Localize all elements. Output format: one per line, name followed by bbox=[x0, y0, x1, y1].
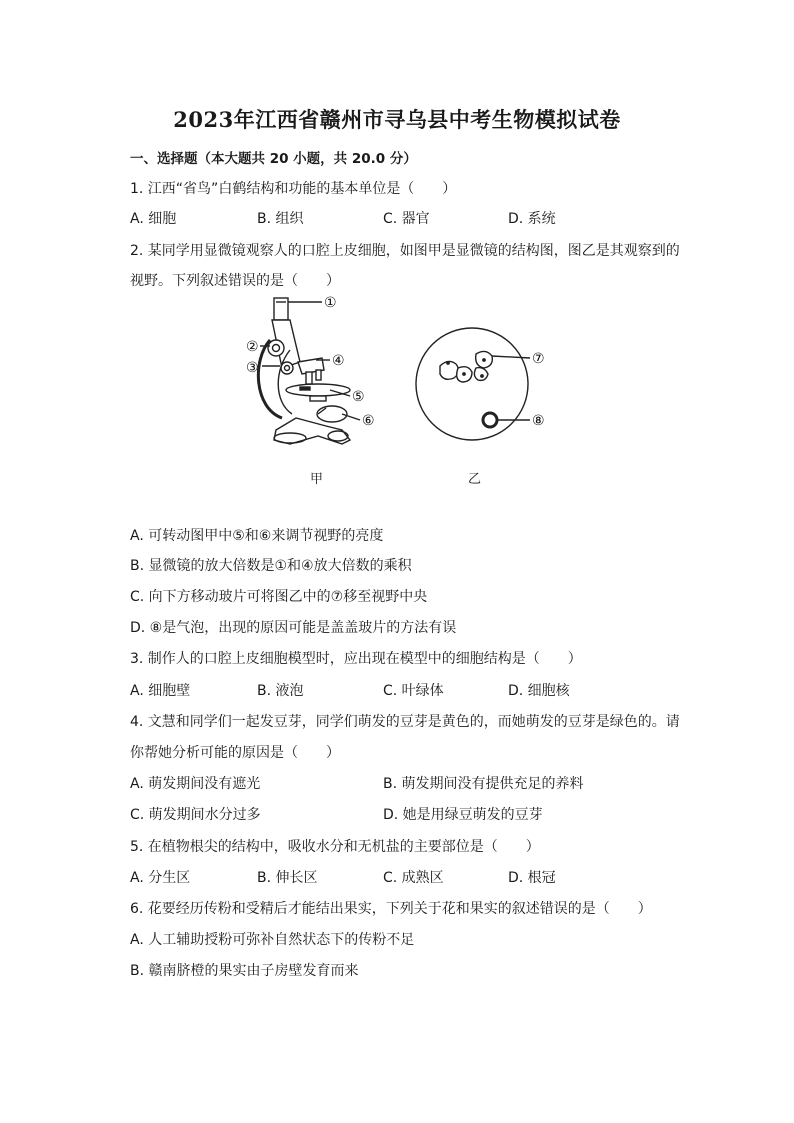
q2-option-c: C. 向下方移动玻片可将图乙中的⑦移至视野中央 bbox=[130, 589, 428, 605]
question-4-stem-line-2: 你帮她分析可能的原因是（ ） bbox=[130, 745, 340, 761]
question-2-stem-line-1: 2. 某同学用显微镜观察人的口腔上皮细胞，如图甲是显微镜的结构图，图乙是其观察到的 bbox=[130, 243, 680, 259]
eyepiece bbox=[274, 298, 288, 320]
q2-option-b: B. 显微镜的放大倍数是①和④放大倍数的乘积 bbox=[130, 558, 412, 574]
label-5: ⑤ bbox=[352, 389, 365, 405]
q6-option-b: B. 赣南脐橙的果实由子房壁发育而来 bbox=[130, 963, 359, 979]
question-3-stem: 3. 制作人的口腔上皮细胞模型时，应出现在模型中的细胞结构是（ ） bbox=[130, 651, 582, 667]
q3-option-d: D. 细胞核 bbox=[508, 683, 570, 699]
q3-option-c: C. 叶绿体 bbox=[383, 683, 444, 699]
q5-option-d: D. 根冠 bbox=[508, 870, 556, 886]
label-6: ⑥ bbox=[362, 413, 375, 429]
q5-option-a: A. 分生区 bbox=[130, 870, 191, 886]
q4-option-b: B. 萌发期间没有提供充足的养料 bbox=[383, 776, 584, 792]
question-2-stem-line-2: 视野。下列叙述错误的是（ ） bbox=[130, 273, 340, 289]
q5-option-c: C. 成熟区 bbox=[383, 870, 444, 886]
caption-jia: 甲 bbox=[310, 472, 324, 487]
question-6-stem: 6. 花要经历传粉和受精后才能结出果实，下列关于花和果实的叙述错误的是（ ） bbox=[130, 901, 652, 917]
q3-option-b: B. 液泡 bbox=[257, 683, 304, 699]
stage bbox=[286, 384, 350, 396]
air-bubble bbox=[483, 413, 497, 427]
diaphragm bbox=[310, 396, 326, 401]
microscope-figure bbox=[230, 290, 570, 490]
field-of-view bbox=[416, 328, 528, 440]
q1-option-a: A. 细胞 bbox=[130, 211, 177, 227]
q4-option-a: A. 萌发期间没有遮光 bbox=[130, 776, 261, 792]
caption-yi: 乙 bbox=[468, 472, 482, 487]
q1-option-c: C. 器官 bbox=[383, 211, 430, 227]
label-3: ③ bbox=[246, 360, 259, 376]
objective-lens bbox=[306, 372, 312, 384]
q2-option-d: D. ⑧是气泡，出现的原因可能是盖盖玻片的方法有误 bbox=[130, 620, 457, 636]
fine-focus-knob bbox=[281, 362, 293, 374]
question-4-stem-line-1: 4. 文慧和同学们一起发豆芽，同学们萌发的豆芽是黄色的，而她萌发的豆芽是绿色的。请 bbox=[130, 714, 680, 730]
page-title: 2023年江西省赣州市寻乌县中考生物模拟试卷 bbox=[173, 107, 621, 132]
coarse-focus-knob bbox=[268, 340, 284, 356]
label-1: ① bbox=[324, 295, 337, 311]
microscope-illustration bbox=[258, 298, 530, 444]
q4-option-d: D. 她是用绿豆萌发的豆芽 bbox=[383, 807, 543, 823]
q1-option-d: D. 系统 bbox=[508, 211, 556, 227]
label-8: ⑧ bbox=[532, 413, 545, 429]
question-5-stem: 5. 在植物根尖的结构中，吸收水分和无机盐的主要部位是（ ） bbox=[130, 839, 540, 855]
q2-option-a: A. 可转动图甲中⑤和⑥来调节视野的亮度 bbox=[130, 528, 384, 544]
question-1-stem: 1. 江西“省鸟”白鹤结构和功能的基本单位是（ ） bbox=[130, 181, 457, 197]
section-heading: 一、选择题（本大题共 20 小题，共 20.0 分） bbox=[130, 151, 417, 167]
q1-option-b: B. 组织 bbox=[257, 211, 304, 227]
label-2: ② bbox=[246, 339, 259, 355]
label-7: ⑦ bbox=[532, 351, 545, 367]
q6-option-a: A. 人工辅助授粉可弥补自然状态下的传粉不足 bbox=[130, 932, 415, 948]
figure-drawing bbox=[230, 290, 570, 490]
q5-option-b: B. 伸长区 bbox=[257, 870, 318, 886]
q3-option-a: A. 细胞壁 bbox=[130, 683, 191, 699]
q4-option-c: C. 萌发期间水分过多 bbox=[130, 807, 261, 823]
label-4: ④ bbox=[332, 353, 345, 369]
